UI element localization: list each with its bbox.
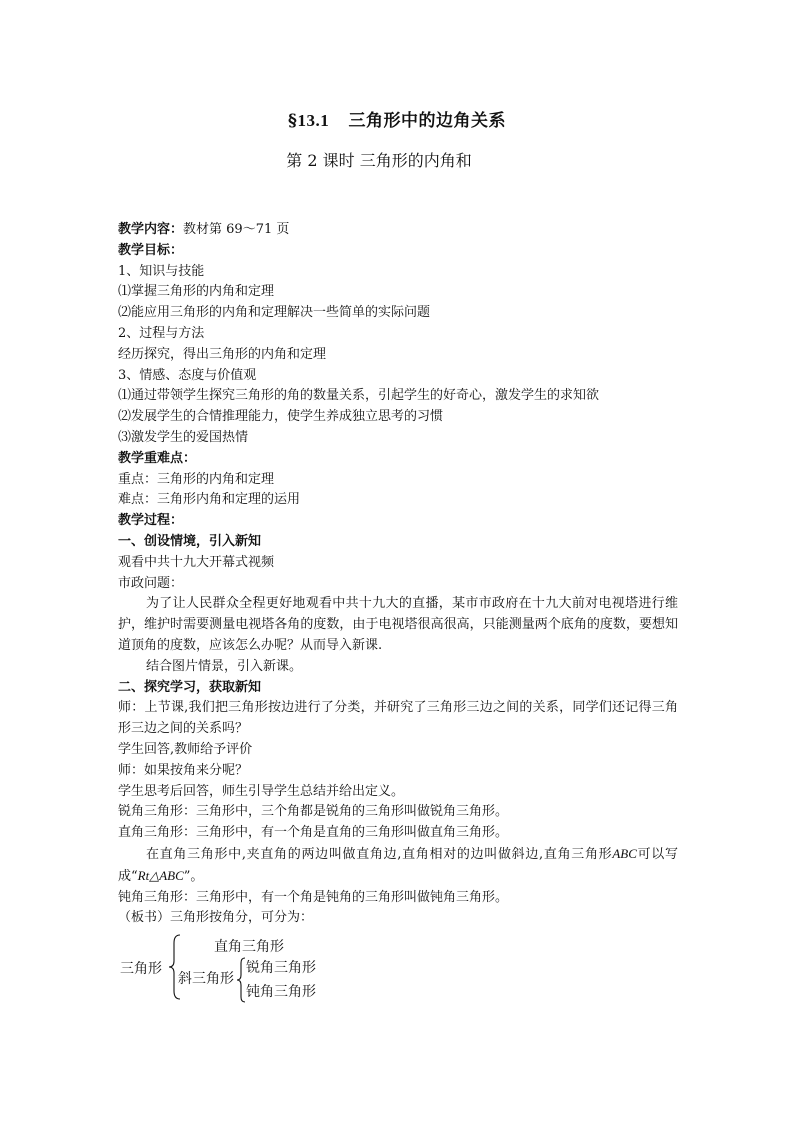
goal-3: 3、情感、态度与价值观: [118, 367, 257, 383]
obtuse-triangle-definition: 钝角三角形：三角形中，有一个角是钝角的三角形叫做钝角三角形。: [118, 889, 509, 905]
goal-1a: ⑴掌握三角形的内角和定理: [118, 284, 275, 300]
section-symbol: §: [288, 111, 298, 131]
section-2-line-b: 学生回答,教师给予评价: [118, 741, 253, 757]
right-triangle-text: 在直角三角形中,夹直角的两边叫做直角边,直角相对的边叫做斜边,直角三角形: [146, 846, 613, 862]
goal-2a: 经历探究，得出三角形的内角和定理: [118, 346, 327, 362]
abc-symbol: ABC: [612, 845, 637, 861]
goal-1b: ⑵能应用三角形的内角和定理解决一些简单的实际问题: [118, 305, 431, 321]
goal-2: 2、过程与方法: [118, 325, 205, 341]
section-1-line-a: 观看中共十九大开幕式视频: [118, 554, 275, 570]
difficult-point: 难点：三角形内角和定理的运用: [118, 492, 301, 508]
tree-right-triangle: 直角三角形: [214, 939, 284, 955]
teaching-content-line: [118, 220, 678, 241]
right-triangle-definition: 直角三角形：三角形中，有一个角是直角的三角形叫做直角三角形。: [118, 825, 509, 841]
goals-heading: 教学目标：: [118, 242, 184, 258]
rt-abc-symbol: Rt△ABC: [137, 867, 184, 883]
key-points-heading: 教学重难点：: [118, 450, 197, 466]
acute-triangle-definition: 锐角三角形：三角形中，三个角都是锐角的三角形叫做锐角三角形。: [118, 804, 509, 820]
section-2-teacher-question: 师：上节课,我们把三角形按边进行了分类，并研究了三角形三边之间的关系，同学们还记得三角形三边之间的关系吗？: [118, 700, 678, 737]
section-number: 13.1: [297, 111, 330, 130]
tree-obtuse-triangle: 钝角三角形: [246, 984, 316, 1000]
process-heading: 教学过程：: [118, 513, 184, 529]
section-title-text: 三角形中的边角关系: [348, 111, 506, 131]
goal-1: 1、知识与技能: [118, 263, 205, 279]
inner-brace-icon: [236, 957, 246, 1003]
goal-3a: ⑴通过带领学生探究三角形的角的数量关系，引起学生的好奇心，激发学生的求知欲: [118, 388, 600, 404]
teaching-content-label: 教学内容：: [118, 222, 184, 237]
key-point: 重点：三角形的内角和定理: [118, 471, 275, 487]
section-1-paragraph: 为了让人民群众全程更好地观看中共十九大的直播，某市市政府在十九大前对电视塔进行维护，维护时需要测量电视塔各角的度数，由于电视塔很高很高，只能测量两个底角的度数，要想知道顶角的度数，应该怎么办呢？从而导入新课.: [118, 596, 678, 653]
left-brace-icon: [168, 933, 182, 1001]
goal-3c: ⑶激发学生的爱国热情: [118, 429, 249, 445]
tree-acute-triangle: 锐角三角形: [246, 960, 316, 976]
section-2-heading: 二、探究学习，获取新知: [118, 679, 262, 695]
section-1-line-d: 结合图片情景，引入新课。: [146, 658, 303, 674]
tree-oblique-triangle: 斜三角形: [178, 971, 234, 987]
tree-root: 三角形: [120, 961, 162, 977]
goal-3b: ⑵发展学生的合情推理能力，使学生养成独立思考的习惯: [118, 409, 444, 425]
board-note: （板书）三角形按角分，可分为：: [118, 910, 314, 926]
teaching-content-value: 教材第 69～71 页: [183, 222, 290, 237]
lesson-body: [118, 220, 678, 929]
page-subtitle: 第 2 课时 三角形的内角和: [286, 151, 472, 170]
section-1-heading: 一、创设情境，引入新知: [118, 533, 262, 549]
page-title: [0, 106, 794, 131]
classification-diagram: [118, 933, 378, 1003]
right-triangle-paragraph: [118, 844, 678, 888]
closing-quote: ”。: [183, 868, 204, 884]
written-as-text: 可以写成“: [118, 846, 678, 884]
section-2-line-c: 师：如果按角来分呢？: [118, 762, 249, 778]
section-1-line-b: 市政问题：: [118, 575, 184, 591]
section-2-line-d: 学生思考后回答，师生引导学生总结并给出定义。: [118, 783, 405, 799]
